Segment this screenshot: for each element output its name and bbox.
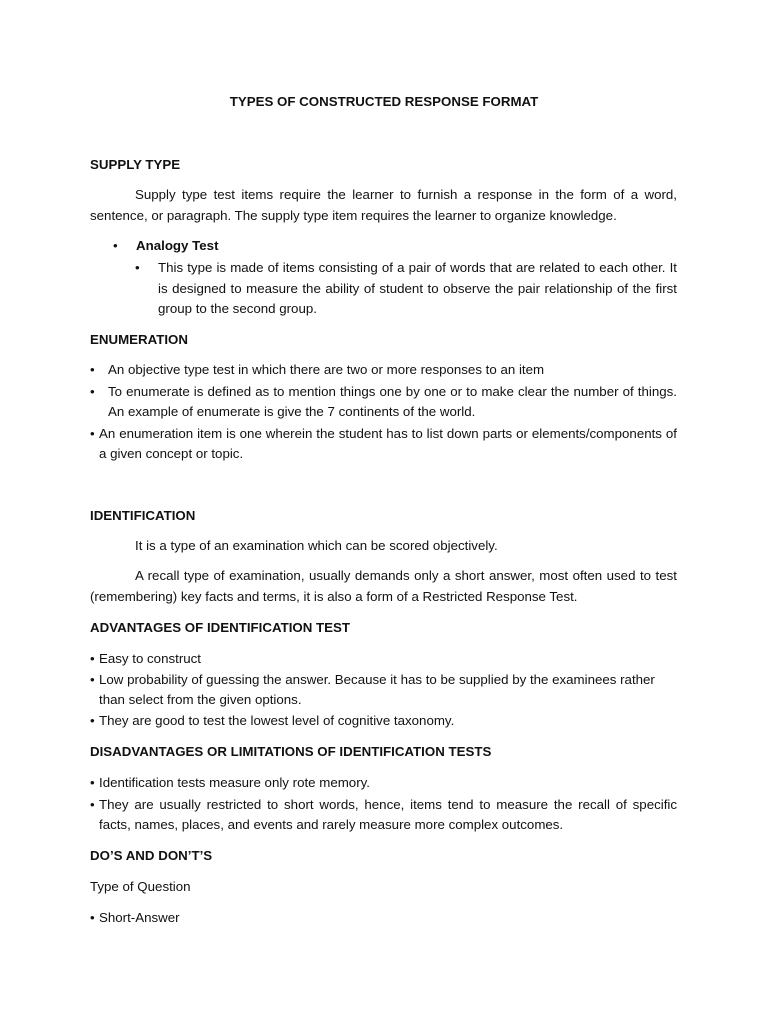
- paragraph-identification-1: It is a type of an examination which can be scored objectively.: [135, 538, 498, 553]
- heading-enumeration: ENUMERATION: [90, 332, 188, 347]
- question-type-list: [90, 908, 677, 929]
- enumeration-item-text: To enumerate is defined as to mention things one by one or to make clear the number of things. An example of enumerate is give the 7 continents of the world.: [108, 383, 677, 419]
- list-item: [90, 670, 677, 711]
- paragraph-supply-type: Supply type test items require the learner to furnish a response in the form of a word, sentence, or paragraph. The supply type item requires the learner to organize knowledge.: [90, 187, 677, 223]
- heading-advantages: ADVANTAGES OF IDENTIFICATION TEST: [90, 620, 351, 635]
- question-type-text: Short-Answer: [99, 910, 180, 925]
- list-item: [90, 773, 677, 794]
- bullet-icon: •: [90, 362, 95, 377]
- bullet-icon: •: [90, 425, 95, 441]
- advantage-item-text: Easy to construct: [99, 651, 201, 666]
- bullet-icon: •: [90, 651, 95, 666]
- analogy-sub-list: [135, 258, 677, 320]
- enumeration-item-text: An objective type test in which there are two or more responses to an item: [108, 362, 545, 377]
- bullet-icon: •: [90, 775, 95, 790]
- list-item: [90, 795, 677, 836]
- bullet-icon: •: [90, 796, 95, 812]
- disadvantage-item-text: They are usually restricted to short words, hence, items tend to measure the recall of specific facts, names, places, and events and rarely measure more complex outcomes.: [99, 796, 677, 832]
- analogy-test-label: Analogy Test: [136, 238, 219, 253]
- list-item: [90, 649, 677, 670]
- heading-identification: IDENTIFICATION: [90, 508, 196, 523]
- list-item: [90, 360, 677, 381]
- type-of-question-label: Type of Question: [90, 879, 191, 894]
- list-item: [113, 236, 677, 257]
- bullet-icon: •: [90, 712, 95, 728]
- disadvantage-item-text: Identification tests measure only rote memory.: [99, 775, 370, 790]
- paragraph-identification-2: A recall type of examination, usually demands only a short answer, most often used to test (remembering) key facts and terms, it is also a form of a Restricted Response Test.: [90, 568, 677, 604]
- heading-disadvantages: DISADVANTAGES OR LIMITATIONS OF IDENTIFICATION TESTS: [90, 744, 492, 759]
- bullet-icon: •: [113, 238, 118, 253]
- bullet-icon: •: [90, 910, 95, 925]
- analogy-list: [113, 236, 677, 257]
- advantages-list: [90, 649, 677, 731]
- bullet-icon: •: [135, 260, 140, 275]
- list-item: [90, 382, 677, 423]
- document-title: TYPES OF CONSTRUCTED RESPONSE FORMAT: [229, 94, 539, 109]
- list-item: [90, 908, 677, 929]
- list-item: [90, 711, 677, 732]
- list-item: [90, 424, 677, 465]
- list-item: [135, 258, 677, 320]
- disadvantages-list: [90, 773, 677, 836]
- enumeration-list: [90, 360, 677, 465]
- advantage-item-text: They are good to test the lowest level of cognitive taxonomy.: [99, 712, 455, 728]
- bullet-icon: •: [90, 671, 95, 687]
- advantage-item-text: Low probability of guessing the answer. Because it has to be supplied by the examinees rather than select from the given options.: [99, 671, 655, 707]
- bullet-icon: •: [90, 383, 95, 399]
- enumeration-item-text: An enumeration item is one wherein the student has to list down parts or elements/components of a given concept or topic.: [99, 425, 677, 461]
- heading-dos-and-donts: DO’S AND DON’T’S: [90, 848, 213, 863]
- heading-supply-type: SUPPLY TYPE: [90, 157, 181, 172]
- analogy-test-description: This type is made of items consisting of a pair of words that are related to each other. It is designed to measure the ability of student to observe the pair relationship of the first group to the second group.: [158, 260, 677, 316]
